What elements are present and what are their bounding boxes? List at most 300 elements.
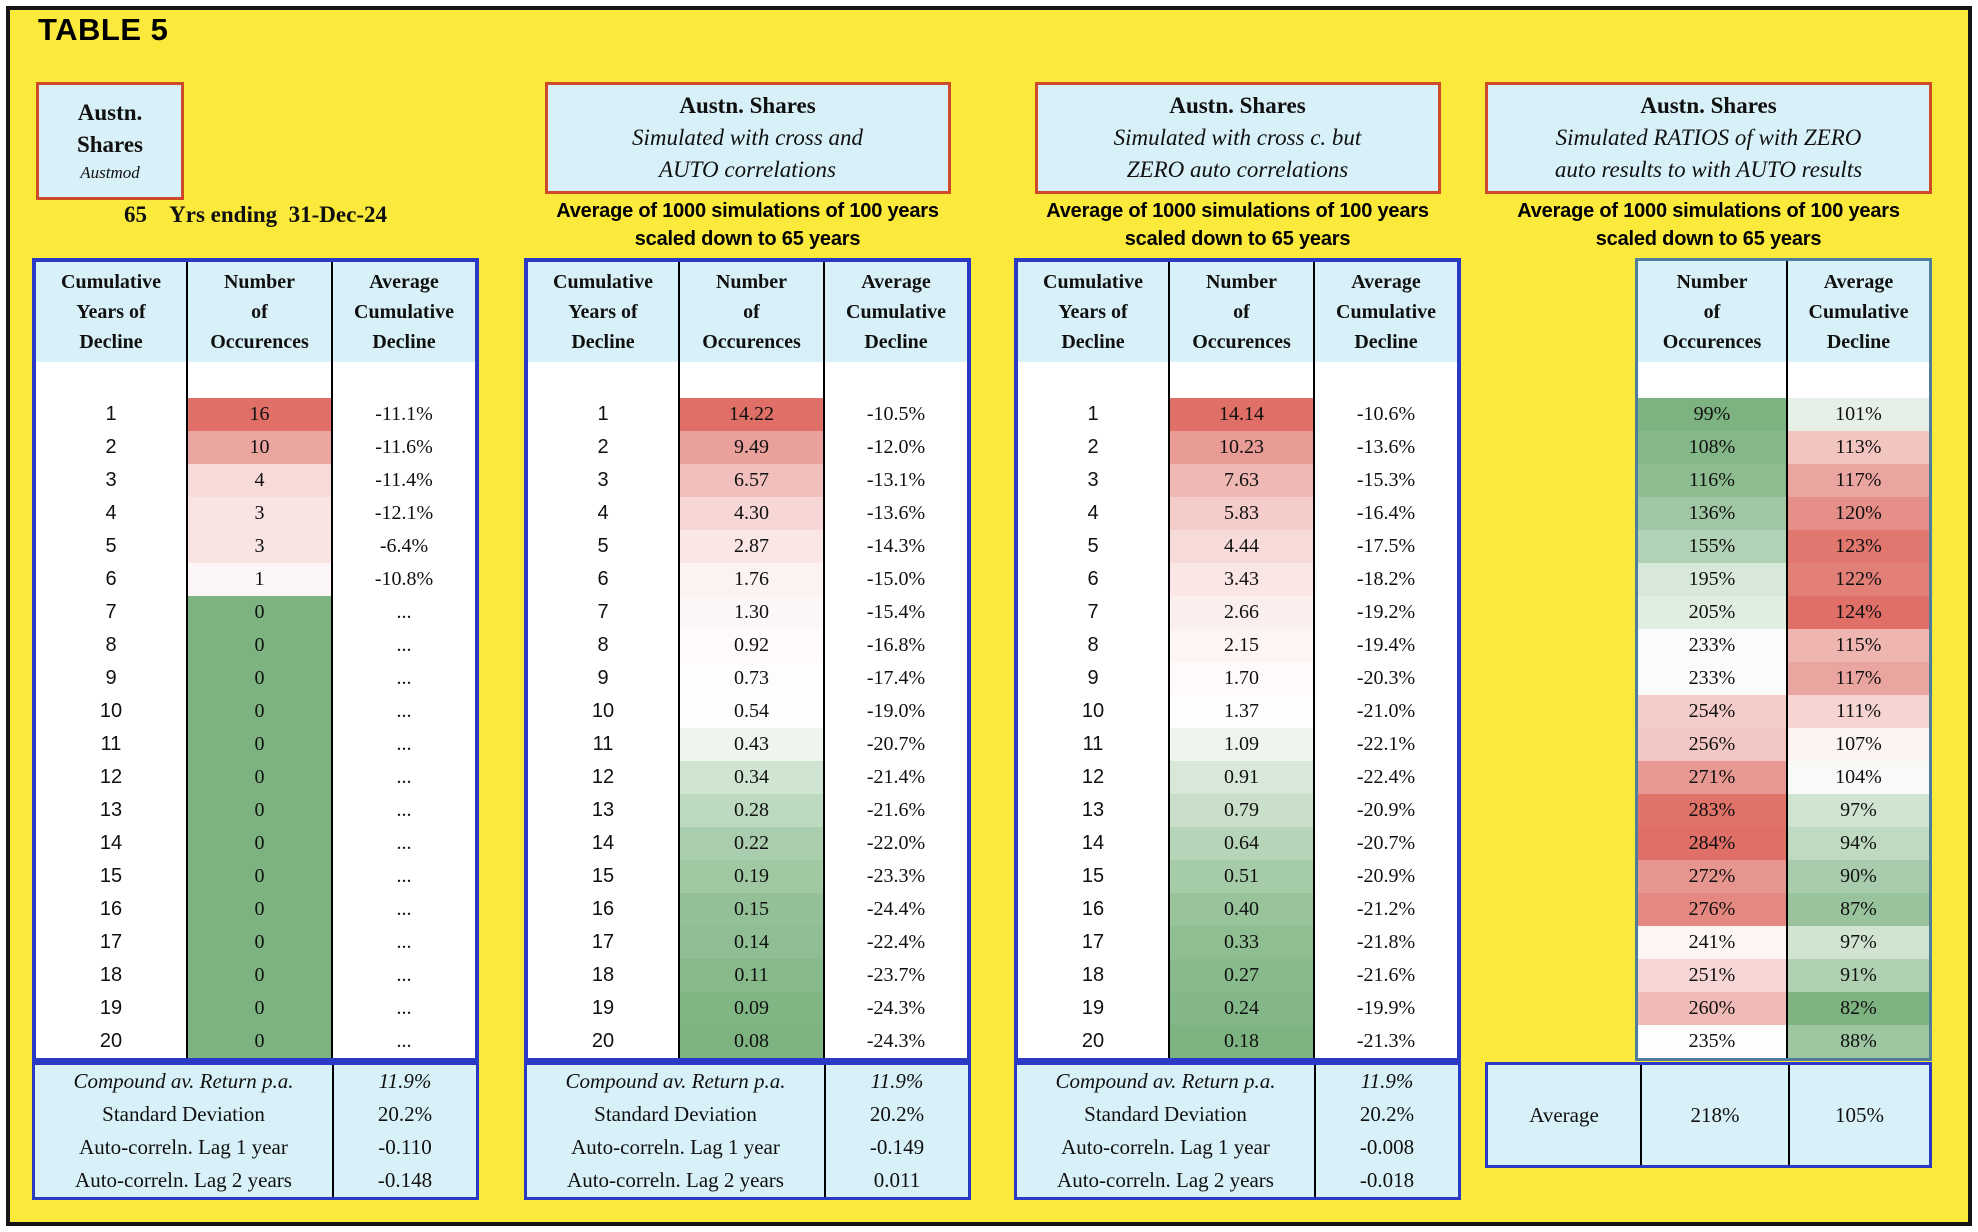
- cell-years-row17[interactable]: 17: [1081, 931, 1105, 953]
- cell-num-row16[interactable]: 0.40: [1168, 893, 1313, 926]
- cell-years-row16[interactable]: 16: [591, 898, 615, 920]
- cell-num-row11[interactable]: 0: [186, 728, 331, 761]
- spacer-cell[interactable]: [186, 362, 331, 398]
- cell-years-row10[interactable]: 10: [591, 700, 615, 722]
- footer-label-lag2[interactable]: Auto-correln. Lag 2 years: [567, 1168, 784, 1192]
- cell-years-row7[interactable]: 7: [597, 601, 609, 623]
- footer-value-return[interactable]: 11.9%: [824, 1065, 968, 1098]
- cell-decline-row2[interactable]: -12.0%: [823, 431, 967, 464]
- cell-num-row14[interactable]: 0: [186, 827, 331, 860]
- cell-decline-row15[interactable]: 90%: [1786, 860, 1929, 893]
- caption-simulations: Average of 1000 simulations of 100 years: [1046, 200, 1429, 222]
- spacer-cell[interactable]: [1168, 362, 1313, 398]
- cell-num-row10[interactable]: 0.54: [678, 695, 823, 728]
- footer-value-stdev[interactable]: 20.2%: [332, 1098, 476, 1131]
- cell-years-row7[interactable]: 7: [1087, 601, 1099, 623]
- spacer-cell[interactable]: [1313, 362, 1457, 398]
- footer-value-lag2[interactable]: 0.011: [824, 1164, 968, 1197]
- cell-num-row14[interactable]: 0.64: [1168, 827, 1313, 860]
- cell-num-row4[interactable]: 3: [186, 497, 331, 530]
- cell-num-row2[interactable]: 10.23: [1168, 431, 1313, 464]
- cell-decline-row4[interactable]: -13.6%: [823, 497, 967, 530]
- cell-num-row1[interactable]: 99%: [1638, 398, 1786, 431]
- cell-years-row17[interactable]: 17: [99, 931, 123, 953]
- cell-decline-row20[interactable]: 88%: [1786, 1025, 1929, 1058]
- cell-num-row17[interactable]: 0.14: [678, 926, 823, 959]
- cell-num-row4[interactable]: 136%: [1638, 497, 1786, 530]
- cell-num-row15[interactable]: 272%: [1638, 860, 1786, 893]
- cell-num-row19[interactable]: 0.09: [678, 992, 823, 1025]
- cell-years-row17[interactable]: 17: [591, 931, 615, 953]
- footer-label-average[interactable]: Average: [1529, 1102, 1599, 1127]
- cell-decline-row18[interactable]: -21.6%: [1313, 959, 1457, 992]
- footer-value-return[interactable]: 11.9%: [332, 1065, 476, 1098]
- cell-decline-row8[interactable]: -19.4%: [1313, 629, 1457, 662]
- cell-num-row15[interactable]: 0.19: [678, 860, 823, 893]
- footer-label-stdev[interactable]: Standard Deviation: [102, 1102, 265, 1126]
- cell-decline-row16[interactable]: -21.2%: [1313, 893, 1457, 926]
- footer-value-stdev[interactable]: 20.2%: [1314, 1098, 1458, 1131]
- column-header-line: Number: [715, 271, 788, 293]
- cell-years-row2[interactable]: 2: [105, 436, 117, 458]
- cell-decline-row14[interactable]: ...: [331, 827, 475, 860]
- column-header-decline[interactable]: [1786, 261, 1929, 362]
- cell-num-row11[interactable]: 256%: [1638, 728, 1786, 761]
- cell-years-row18[interactable]: 18: [99, 964, 123, 986]
- cell-decline-row19[interactable]: -19.9%: [1313, 992, 1457, 1025]
- cell-num-row14[interactable]: 0.22: [678, 827, 823, 860]
- cell-decline-row1[interactable]: 101%: [1786, 398, 1929, 431]
- column-header-line: Occurences: [702, 331, 801, 353]
- header-box-note: Austmod: [80, 163, 140, 182]
- column-header-line: Number: [223, 271, 296, 293]
- cell-decline-row18[interactable]: 91%: [1786, 959, 1929, 992]
- cell-years-row4[interactable]: 4: [105, 502, 117, 524]
- cell-years-row11[interactable]: 11: [100, 733, 122, 755]
- column-header-line: Occurences: [210, 331, 309, 353]
- cell-decline-row7[interactable]: -15.4%: [823, 596, 967, 629]
- cell-decline-row12[interactable]: 104%: [1786, 761, 1929, 794]
- cell-years-row1[interactable]: 1: [1087, 403, 1099, 425]
- cell-num-row19[interactable]: 0: [186, 992, 331, 1025]
- footer-value-lag1[interactable]: -0.110: [332, 1131, 476, 1164]
- data-grid-ratios: [1635, 258, 1932, 1061]
- header-box-subtitle2: ZERO auto correlations: [1126, 157, 1349, 182]
- cell-num-row5[interactable]: 3: [186, 530, 331, 563]
- cell-decline-row15[interactable]: ...: [331, 860, 475, 893]
- cell-decline-row15[interactable]: -20.9%: [1313, 860, 1457, 893]
- cell-num-row7[interactable]: 2.66: [1168, 596, 1313, 629]
- cell-decline-row17[interactable]: ...: [331, 926, 475, 959]
- cell-decline-row4[interactable]: -12.1%: [331, 497, 475, 530]
- column-header-years[interactable]: [36, 262, 186, 362]
- cell-decline-row2[interactable]: -11.6%: [331, 431, 475, 464]
- cell-num-row8[interactable]: 2.15: [1168, 629, 1313, 662]
- column-header-line: Number: [1205, 271, 1278, 293]
- cell-decline-row18[interactable]: ...: [331, 959, 475, 992]
- footer-label-lag2[interactable]: Auto-correln. Lag 2 years: [1057, 1168, 1274, 1192]
- cell-decline-row6[interactable]: 122%: [1786, 563, 1929, 596]
- cell-years-row9[interactable]: 9: [1087, 667, 1099, 689]
- cell-years-row3[interactable]: 3: [105, 469, 117, 491]
- cell-years-row6[interactable]: 6: [1087, 568, 1099, 590]
- header-box-ratios[interactable]: [1485, 82, 1932, 194]
- caption-simulations: Average of 1000 simulations of 100 years: [1517, 200, 1900, 222]
- cell-decline-row9[interactable]: ...: [331, 662, 475, 695]
- header-box-title: Austn. Shares: [1169, 93, 1306, 118]
- cell-years-row14[interactable]: 14: [1081, 832, 1105, 854]
- footer-box-sim-auto: [524, 1062, 971, 1200]
- cell-num-row11[interactable]: 0.43: [678, 728, 823, 761]
- cell-decline-row12[interactable]: -22.4%: [1313, 761, 1457, 794]
- cell-decline-row9[interactable]: 117%: [1786, 662, 1929, 695]
- cell-decline-row2[interactable]: -13.6%: [1313, 431, 1457, 464]
- column-header-line: Decline: [1061, 331, 1125, 353]
- cell-num-row5[interactable]: 2.87: [678, 530, 823, 563]
- cell-num-row18[interactable]: 0.27: [1168, 959, 1313, 992]
- cell-years-row4[interactable]: 4: [597, 502, 609, 524]
- cell-decline-row19[interactable]: 82%: [1786, 992, 1929, 1025]
- cell-years-row4[interactable]: 4: [1087, 502, 1099, 524]
- data-grid-sim-auto: [524, 258, 971, 1062]
- header-box-sim-auto[interactable]: [545, 82, 951, 194]
- cell-num-row6[interactable]: 195%: [1638, 563, 1786, 596]
- cell-decline-row13[interactable]: -20.9%: [1313, 794, 1457, 827]
- cell-num-row7[interactable]: 0: [186, 596, 331, 629]
- cell-decline-row1[interactable]: -11.1%: [331, 398, 475, 431]
- spacer-cell[interactable]: [823, 362, 967, 398]
- spacer-cell[interactable]: [678, 362, 823, 398]
- cell-years-row1[interactable]: 1: [105, 403, 117, 425]
- cell-num-row1[interactable]: 14.22: [678, 398, 823, 431]
- cell-years-row15[interactable]: 15: [1081, 865, 1105, 887]
- cell-years-row5[interactable]: 5: [105, 535, 117, 557]
- footer-value-lag2[interactable]: -0.148: [332, 1164, 476, 1197]
- cell-num-row13[interactable]: 0.79: [1168, 794, 1313, 827]
- cell-num-row1[interactable]: 16: [186, 398, 331, 431]
- cell-decline-row17[interactable]: -22.4%: [823, 926, 967, 959]
- cell-decline-row7[interactable]: -19.2%: [1313, 596, 1457, 629]
- cell-decline-row5[interactable]: -17.5%: [1313, 530, 1457, 563]
- cell-decline-row16[interactable]: 87%: [1786, 893, 1929, 926]
- cell-num-row18[interactable]: 251%: [1638, 959, 1786, 992]
- cell-decline-row4[interactable]: 120%: [1786, 497, 1929, 530]
- spacer-cell[interactable]: [1638, 362, 1786, 398]
- cell-years-row14[interactable]: 14: [99, 832, 123, 854]
- cell-years-row16[interactable]: 16: [99, 898, 123, 920]
- cell-decline-row3[interactable]: -15.3%: [1313, 464, 1457, 497]
- cell-years-row15[interactable]: 15: [99, 865, 123, 887]
- cell-decline-row20[interactable]: ...: [331, 1025, 475, 1058]
- footer-label-return[interactable]: Compound av. Return p.a.: [1055, 1069, 1276, 1093]
- cell-years-row7[interactable]: 7: [105, 601, 117, 623]
- cell-num-row10[interactable]: 254%: [1638, 695, 1786, 728]
- cell-num-row20[interactable]: 0.18: [1168, 1025, 1313, 1058]
- column-header-num[interactable]: [1638, 261, 1786, 362]
- cell-decline-row2[interactable]: 113%: [1786, 431, 1929, 464]
- cell-decline-row11[interactable]: -20.7%: [823, 728, 967, 761]
- cell-num-row20[interactable]: 0.08: [678, 1025, 823, 1058]
- cell-num-row17[interactable]: 0.33: [1168, 926, 1313, 959]
- cell-num-row15[interactable]: 0: [186, 860, 331, 893]
- cell-num-row9[interactable]: 0.73: [678, 662, 823, 695]
- cell-decline-row16[interactable]: -24.4%: [823, 893, 967, 926]
- footer-value-lag2[interactable]: -0.018: [1314, 1164, 1458, 1197]
- header-box-austmod[interactable]: [36, 82, 184, 200]
- cell-num-row20[interactable]: 235%: [1638, 1025, 1786, 1058]
- footer-label-lag1[interactable]: Auto-correln. Lag 1 year: [79, 1135, 288, 1159]
- cell-years-row18[interactable]: 18: [1081, 964, 1105, 986]
- column-header-decline[interactable]: [1313, 262, 1457, 362]
- cell-num-row3[interactable]: 6.57: [678, 464, 823, 497]
- cell-years-row18[interactable]: 18: [591, 964, 615, 986]
- cell-years-row15[interactable]: 15: [591, 865, 615, 887]
- cell-years-row6[interactable]: 6: [597, 568, 609, 590]
- footer-value-average-decline[interactable]: 105%: [1788, 1065, 1929, 1165]
- cell-decline-row14[interactable]: 94%: [1786, 827, 1929, 860]
- cell-num-row19[interactable]: 260%: [1638, 992, 1786, 1025]
- cell-years-row16[interactable]: 16: [1081, 898, 1105, 920]
- cell-decline-row7[interactable]: 124%: [1786, 596, 1929, 629]
- cell-years-row8[interactable]: 8: [597, 634, 609, 656]
- footer-label-lag1[interactable]: Auto-correln. Lag 1 year: [1061, 1135, 1270, 1159]
- cell-num-row17[interactable]: 241%: [1638, 926, 1786, 959]
- cell-num-row10[interactable]: 1.37: [1168, 695, 1313, 728]
- column-header-decline[interactable]: [331, 262, 475, 362]
- cell-years-row3[interactable]: 3: [1087, 469, 1099, 491]
- footer-label-return[interactable]: Compound av. Return p.a.: [565, 1069, 786, 1093]
- spacer-cell[interactable]: [1018, 362, 1168, 398]
- cell-years-row14[interactable]: 14: [591, 832, 615, 854]
- cell-num-row7[interactable]: 205%: [1638, 596, 1786, 629]
- cell-years-row12[interactable]: 12: [591, 766, 615, 788]
- cell-num-row2[interactable]: 10: [186, 431, 331, 464]
- cell-num-row16[interactable]: 0.15: [678, 893, 823, 926]
- cell-decline-row9[interactable]: -17.4%: [823, 662, 967, 695]
- cell-num-row18[interactable]: 0: [186, 959, 331, 992]
- cell-num-row18[interactable]: 0.11: [678, 959, 823, 992]
- cell-num-row5[interactable]: 4.44: [1168, 530, 1313, 563]
- cell-num-row11[interactable]: 1.09: [1168, 728, 1313, 761]
- cell-years-row8[interactable]: 8: [1087, 634, 1099, 656]
- cell-num-row3[interactable]: 116%: [1638, 464, 1786, 497]
- cell-decline-row10[interactable]: -21.0%: [1313, 695, 1457, 728]
- cell-num-row7[interactable]: 1.30: [678, 596, 823, 629]
- panel-ratios: [1485, 70, 1932, 1204]
- cell-num-row14[interactable]: 284%: [1638, 827, 1786, 860]
- cell-decline-row3[interactable]: 117%: [1786, 464, 1929, 497]
- header-box-sim-zero[interactable]: [1035, 82, 1441, 194]
- cell-num-row5[interactable]: 155%: [1638, 530, 1786, 563]
- cell-decline-row6[interactable]: -18.2%: [1313, 563, 1457, 596]
- column-header-years[interactable]: [528, 262, 678, 362]
- cell-years-row10[interactable]: 10: [1081, 700, 1105, 722]
- cell-years-row13[interactable]: 13: [591, 799, 615, 821]
- footer-value-return[interactable]: 11.9%: [1314, 1065, 1458, 1098]
- cell-num-row17[interactable]: 0: [186, 926, 331, 959]
- cell-years-row2[interactable]: 2: [597, 436, 609, 458]
- cell-num-row12[interactable]: 0.91: [1168, 761, 1313, 794]
- cell-num-row12[interactable]: 0.34: [678, 761, 823, 794]
- column-header-num[interactable]: [1168, 262, 1313, 362]
- cell-years-row10[interactable]: 10: [99, 700, 123, 722]
- column-header-num[interactable]: [186, 262, 331, 362]
- cell-num-row16[interactable]: 0: [186, 893, 331, 926]
- cell-decline-row19[interactable]: -24.3%: [823, 992, 967, 1025]
- cell-decline-row11[interactable]: ...: [331, 728, 475, 761]
- cell-decline-row5[interactable]: -6.4%: [331, 530, 475, 563]
- spacer-cell[interactable]: [1786, 362, 1929, 398]
- cell-years-row13[interactable]: 13: [1081, 799, 1105, 821]
- cell-decline-row13[interactable]: ...: [331, 794, 475, 827]
- cell-decline-row8[interactable]: 115%: [1786, 629, 1929, 662]
- cell-years-row1[interactable]: 1: [597, 403, 609, 425]
- cell-decline-row5[interactable]: -14.3%: [823, 530, 967, 563]
- cell-decline-row4[interactable]: -16.4%: [1313, 497, 1457, 530]
- cell-decline-row1[interactable]: -10.6%: [1313, 398, 1457, 431]
- cell-num-row16[interactable]: 276%: [1638, 893, 1786, 926]
- cell-years-row8[interactable]: 8: [105, 634, 117, 656]
- cell-decline-row13[interactable]: 97%: [1786, 794, 1929, 827]
- cell-decline-row3[interactable]: -13.1%: [823, 464, 967, 497]
- cell-decline-row12[interactable]: -21.4%: [823, 761, 967, 794]
- cell-decline-row10[interactable]: -19.0%: [823, 695, 967, 728]
- cell-decline-row3[interactable]: -11.4%: [331, 464, 475, 497]
- cell-years-row12[interactable]: 12: [99, 766, 123, 788]
- column-header-line: Occurences: [1192, 331, 1291, 353]
- cell-years-row19[interactable]: 19: [591, 997, 615, 1019]
- header-box-subtitle: Simulated with cross and: [631, 125, 864, 150]
- cell-years-row5[interactable]: 5: [597, 535, 609, 557]
- cell-num-row3[interactable]: 4: [186, 464, 331, 497]
- footer-value-lag1[interactable]: -0.149: [824, 1131, 968, 1164]
- cell-years-row9[interactable]: 9: [597, 667, 609, 689]
- cell-years-row3[interactable]: 3: [597, 469, 609, 491]
- footer-value-average-num[interactable]: 218%: [1640, 1065, 1788, 1165]
- cell-years-row20[interactable]: 20: [591, 1030, 615, 1052]
- cell-decline-row13[interactable]: -21.6%: [823, 794, 967, 827]
- cell-num-row2[interactable]: 9.49: [678, 431, 823, 464]
- cell-num-row3[interactable]: 7.63: [1168, 464, 1313, 497]
- cell-decline-row15[interactable]: -23.3%: [823, 860, 967, 893]
- footer-label-return[interactable]: Compound av. Return p.a.: [73, 1069, 294, 1093]
- cell-num-row19[interactable]: 0.24: [1168, 992, 1313, 1025]
- cell-num-row13[interactable]: 0: [186, 794, 331, 827]
- footer-label-stdev[interactable]: Standard Deviation: [594, 1102, 757, 1126]
- column-header-line: Average: [1823, 270, 1894, 293]
- cell-decline-row1[interactable]: -10.5%: [823, 398, 967, 431]
- cell-years-row5[interactable]: 5: [1087, 535, 1099, 557]
- cell-num-row9[interactable]: 0: [186, 662, 331, 695]
- column-header-line: Cumulative: [1808, 300, 1909, 323]
- cell-num-row12[interactable]: 0: [186, 761, 331, 794]
- column-header-decline[interactable]: [823, 262, 967, 362]
- column-header-line: of: [1703, 300, 1721, 323]
- spacer-cell[interactable]: [331, 362, 475, 398]
- cell-years-row19[interactable]: 19: [1081, 997, 1105, 1019]
- footer-label-stdev[interactable]: Standard Deviation: [1084, 1102, 1247, 1126]
- cell-num-row9[interactable]: 1.70: [1168, 662, 1313, 695]
- cell-decline-row10[interactable]: ...: [331, 695, 475, 728]
- cell-decline-row14[interactable]: -20.7%: [1313, 827, 1457, 860]
- cell-num-row13[interactable]: 283%: [1638, 794, 1786, 827]
- footer-value-stdev[interactable]: 20.2%: [824, 1098, 968, 1131]
- cell-decline-row16[interactable]: ...: [331, 893, 475, 926]
- cell-num-row8[interactable]: 233%: [1638, 629, 1786, 662]
- cell-num-row12[interactable]: 271%: [1638, 761, 1786, 794]
- cell-num-row6[interactable]: 1.76: [678, 563, 823, 596]
- column-header-line: Years of: [1058, 301, 1128, 323]
- header-box-subtitle2: AUTO correlations: [659, 157, 836, 182]
- column-header-line: Decline: [79, 331, 143, 353]
- cell-decline-row8[interactable]: -16.8%: [823, 629, 967, 662]
- column-header-line: of: [743, 301, 760, 323]
- cell-years-row9[interactable]: 9: [105, 667, 117, 689]
- cell-decline-row14[interactable]: -22.0%: [823, 827, 967, 860]
- cell-decline-row9[interactable]: -20.3%: [1313, 662, 1457, 695]
- cell-years-row12[interactable]: 12: [1081, 766, 1105, 788]
- cell-years-row2[interactable]: 2: [1087, 436, 1099, 458]
- cell-decline-row18[interactable]: -23.7%: [823, 959, 967, 992]
- cell-decline-row6[interactable]: -10.8%: [331, 563, 475, 596]
- column-header-line: Decline: [1826, 330, 1891, 353]
- column-header-years[interactable]: [1018, 262, 1168, 362]
- column-header-num[interactable]: [678, 262, 823, 362]
- cell-decline-row6[interactable]: -15.0%: [823, 563, 967, 596]
- footer-value-lag1[interactable]: -0.008: [1314, 1131, 1458, 1164]
- cell-num-row8[interactable]: 0.92: [678, 629, 823, 662]
- cell-decline-row20[interactable]: -21.3%: [1313, 1025, 1457, 1058]
- cell-decline-row20[interactable]: -24.3%: [823, 1025, 967, 1058]
- cell-years-row11[interactable]: 11: [592, 733, 614, 755]
- cell-num-row13[interactable]: 0.28: [678, 794, 823, 827]
- cell-num-row6[interactable]: 3.43: [1168, 563, 1313, 596]
- cell-num-row4[interactable]: 5.83: [1168, 497, 1313, 530]
- cell-years-row6[interactable]: 6: [105, 568, 117, 590]
- spacer-cell[interactable]: [528, 362, 678, 398]
- cell-num-row6[interactable]: 1: [186, 563, 331, 596]
- column-header-line: of: [251, 301, 268, 323]
- cell-years-row20[interactable]: 20: [1081, 1030, 1105, 1052]
- cell-decline-row17[interactable]: 97%: [1786, 926, 1929, 959]
- cell-decline-row11[interactable]: 107%: [1786, 728, 1929, 761]
- footer-label-lag1[interactable]: Auto-correln. Lag 1 year: [571, 1135, 780, 1159]
- cell-num-row15[interactable]: 0.51: [1168, 860, 1313, 893]
- cell-decline-row11[interactable]: -22.1%: [1313, 728, 1457, 761]
- spacer-cell[interactable]: [36, 362, 186, 398]
- cell-decline-row10[interactable]: 111%: [1786, 695, 1929, 728]
- cell-num-row20[interactable]: 0: [186, 1025, 331, 1058]
- cell-num-row2[interactable]: 108%: [1638, 431, 1786, 464]
- cell-num-row1[interactable]: 14.14: [1168, 398, 1313, 431]
- cell-num-row4[interactable]: 4.30: [678, 497, 823, 530]
- cell-years-row19[interactable]: 19: [99, 997, 123, 1019]
- column-header-line: Cumulative: [553, 271, 653, 293]
- cell-decline-row19[interactable]: ...: [331, 992, 475, 1025]
- cell-decline-row5[interactable]: 123%: [1786, 530, 1929, 563]
- cell-years-row20[interactable]: 20: [99, 1030, 123, 1052]
- cell-years-row13[interactable]: 13: [99, 799, 123, 821]
- footer-label-lag2[interactable]: Auto-correln. Lag 2 years: [75, 1168, 292, 1192]
- cell-num-row8[interactable]: 0: [186, 629, 331, 662]
- cell-num-row10[interactable]: 0: [186, 695, 331, 728]
- cell-years-row11[interactable]: 11: [1082, 733, 1104, 755]
- cell-decline-row17[interactable]: -21.8%: [1313, 926, 1457, 959]
- cell-decline-row8[interactable]: ...: [331, 629, 475, 662]
- cell-decline-row7[interactable]: ...: [331, 596, 475, 629]
- cell-num-row9[interactable]: 233%: [1638, 662, 1786, 695]
- cell-decline-row12[interactable]: ...: [331, 761, 475, 794]
